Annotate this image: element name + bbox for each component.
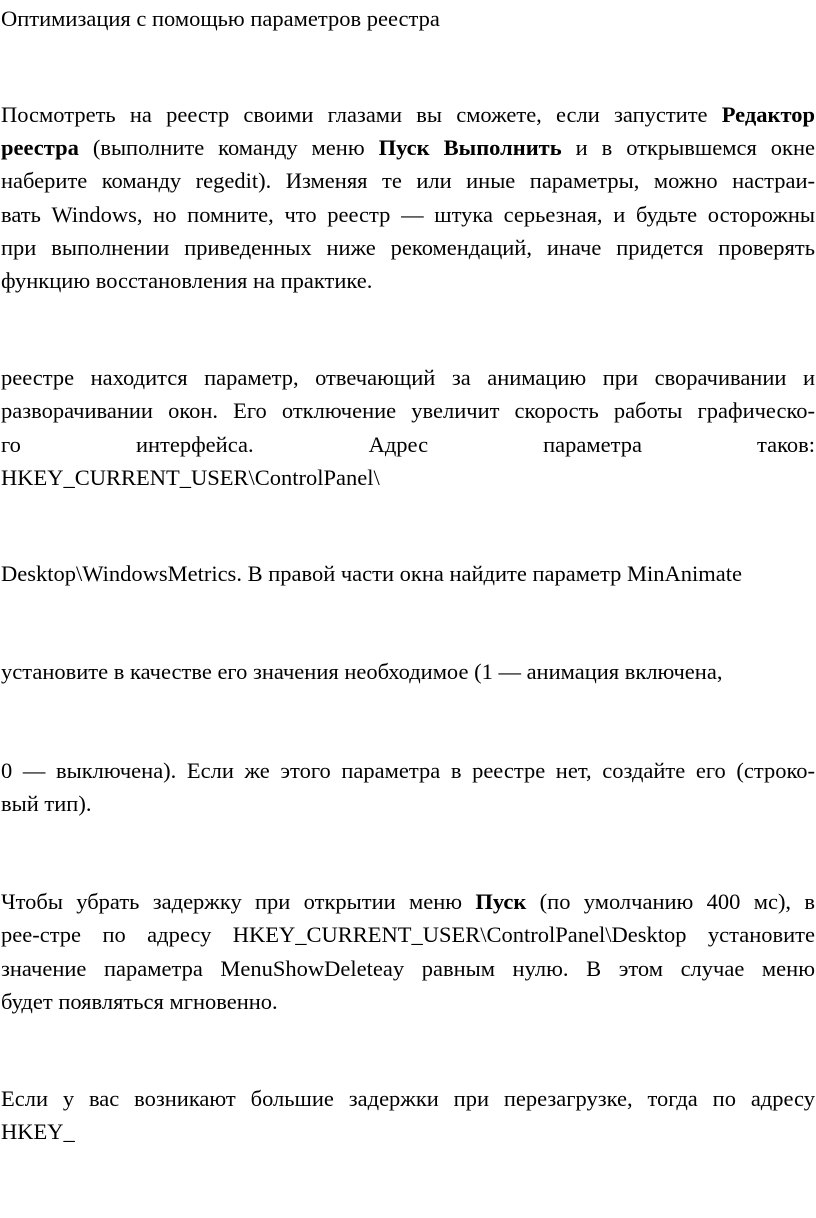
paragraph-line: вый тип). (1, 791, 92, 816)
paragraph-line: 0 — выключена). Если же этого параметра в реестре нет, создайте его (строко- (1, 758, 815, 783)
paragraph-line: реестре находится параметр, отвечающий за анимацию при сворачивании и (1, 365, 815, 390)
paragraph-line: рее-стре по адресу HKEY_CURRENT_USER\ControlPanel\Desktop установите (1, 922, 815, 947)
paragraph-line: HKEY_ (1, 1119, 75, 1144)
paragraph-line: значение параметра MenuShowDeleteay равным нулю. В этом случае меню (1, 956, 815, 981)
text-span: Посмотреть на реестр своими глазами вы сможете, если запустите (1, 102, 722, 127)
paragraph-line: Если у вас возникают большие задержки при перезагрузке, тогда по адресу (1, 1086, 815, 1111)
bold-term: реестра (1, 135, 79, 160)
bold-term: Пуск (475, 889, 527, 914)
paragraph-line: установите в качестве его значения необходимое (1 — анимация включена, (1, 659, 723, 684)
bold-term: Пуск Выполнить (378, 135, 562, 160)
paragraph-line: при выполнении приведенных ниже рекомендаций, иначе придется проверять (1, 235, 815, 260)
paragraph-line (1, 885, 815, 919)
paragraph-line: функцию восстановления на практике. (1, 268, 373, 293)
paragraph-line: наберите команду regedit). Изменяя те или иные параметры, можно настраи- (1, 168, 815, 193)
document-title: Оптимизация с помощью параметров реестра (1, 6, 440, 31)
text-span: (по умолчанию 400 мс), в (526, 889, 815, 914)
text-span: Чтобы убрать задержку при открытии меню (1, 889, 476, 914)
paragraph-line (1, 131, 815, 165)
paragraph-line: Desktop\WindowsMetrics. В правой части окна найдите параметр MinAnimate (1, 561, 742, 586)
paragraph-line: HKEY_CURRENT_USER\ControlPanel\ (1, 465, 380, 490)
paragraph-line: го интерфейса. Адрес параметра таков: (1, 432, 815, 457)
paragraph-line: будет появляться мгновенно. (1, 989, 278, 1014)
paragraph-line: разворачивании окон. Его отключение увеличит скорость работы графическо- (1, 398, 815, 423)
paragraph-line: вать Windows, но помните, что реестр — штука серьезная, и будьте осторожны (1, 202, 815, 227)
text-span: (выполните команду меню (78, 135, 379, 160)
bold-term: Редактор (721, 102, 815, 127)
text-span: и в открывшемся окне (561, 135, 815, 160)
paragraph-line (1, 98, 815, 132)
